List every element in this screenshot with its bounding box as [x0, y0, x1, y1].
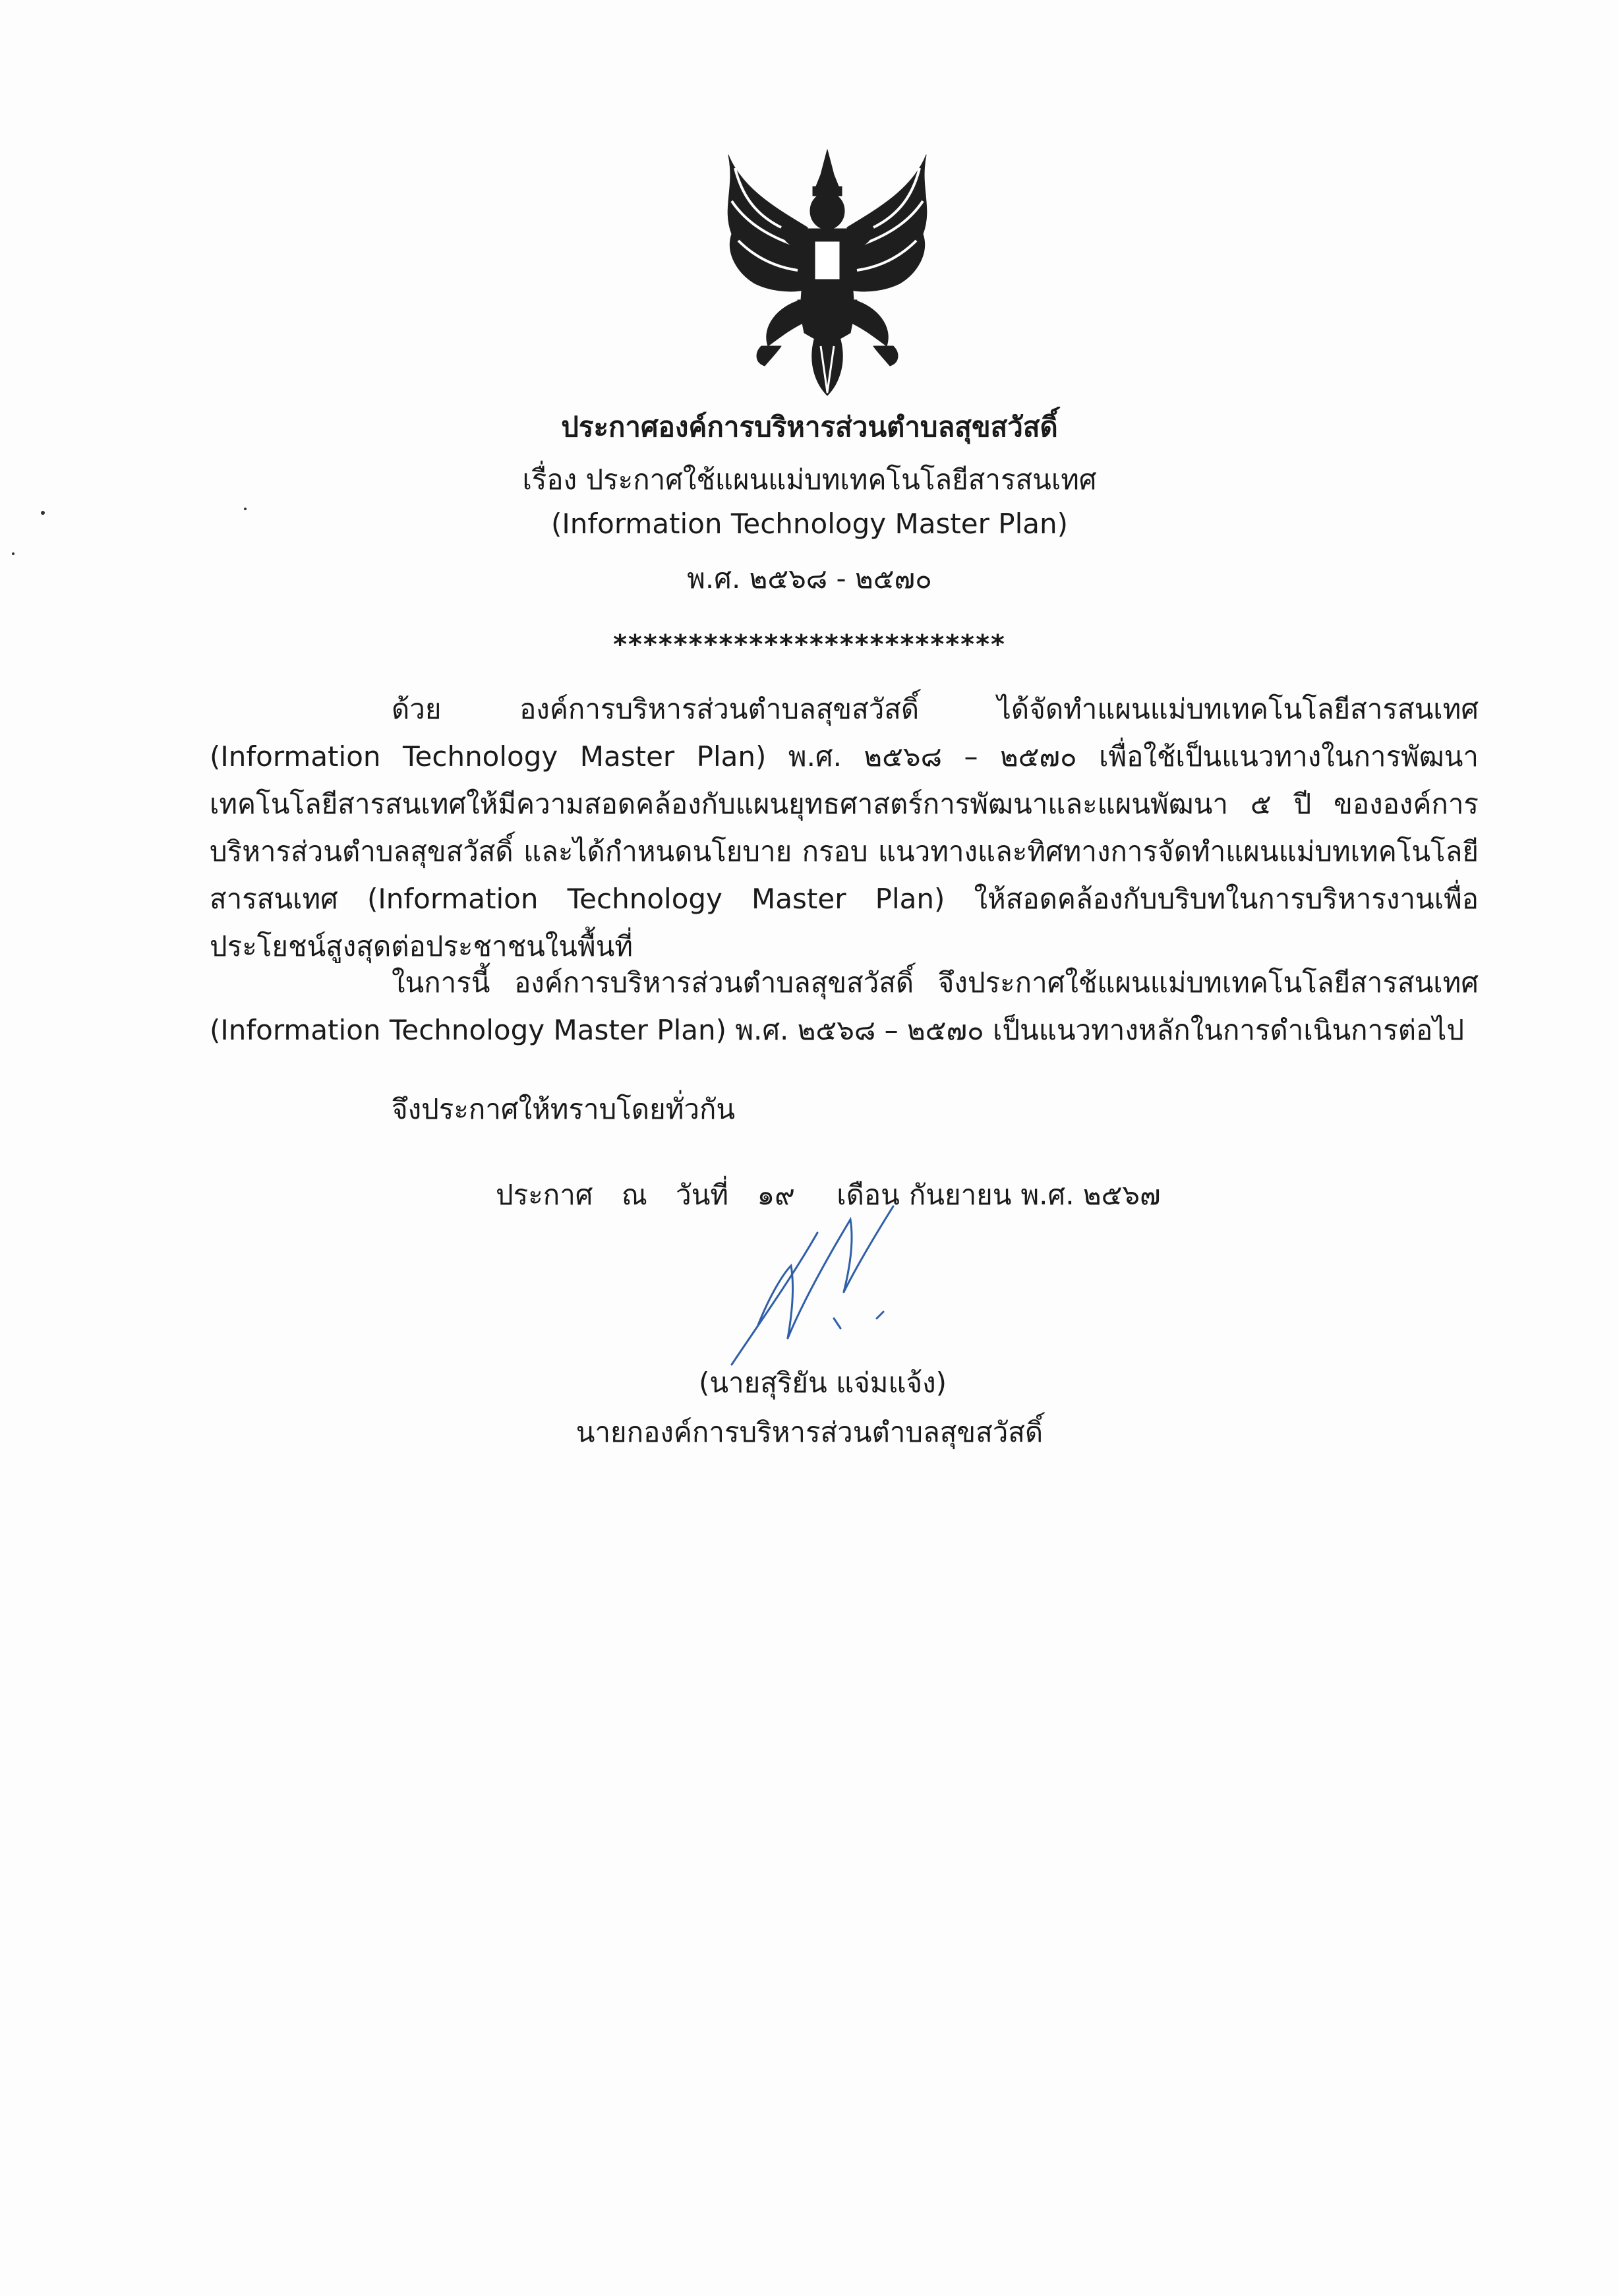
body-paragraph-1-text: ด้วย องค์การบริหารส่วนตำบลสุขสวัสดิ์ ได้จัดทำแผนแม่บทเทคโนโลยีสารสนเทศ (Information Technology Master Plan) พ.ศ. ๒๕๖๘ – ๒๕๗๐ เพื่อใช้เป็นแนวทางในการพัฒนาเทคโนโลยีสารสนเทศให้มีความสอดคล้องกับแผนยุทธศาสตร์การพัฒนาและแผนพัฒนา ๕ ปี ขององค์การบริหารส่วนตำบลสุขสวัสดิ์ และได้กำหนดนโยบาย กรอบ แนวทางและทิศทางการจัดทำแผนแม่บทเทคโนโลยีสารสนเทศ (Information Technology Master Plan) ให้สอดคล้องกับบริบทในการบริหารงานเพื่อประโยชน์สูงสุดต่อประชาชนในพื้นที่ — [210, 693, 1479, 962]
separator-stars: ************************** — [613, 630, 1006, 660]
announcement-title: ประกาศองค์การบริหารส่วนตำบลสุขสวัสดิ์ — [561, 411, 1058, 443]
date-day-label: วันที่ — [676, 1179, 729, 1211]
closing-statement: จึงประกาศให้ทราบโดยทั่วกัน — [392, 1093, 736, 1125]
date-month-label: เดือน — [837, 1179, 900, 1211]
body-paragraph-1 — [210, 686, 1479, 970]
date-prefix: ประกาศ — [496, 1179, 593, 1211]
announcement-subtitle-english: (Information Technology Master Plan) — [551, 508, 1068, 540]
date-at: ณ — [621, 1179, 647, 1211]
scan-speck — [12, 552, 15, 555]
signer-title: นายกองค์การบริหารส่วนตำบลสุขสวัสดิ์ — [575, 1416, 1044, 1448]
announcement-period: พ.ศ. ๒๕๖๘ - ๒๕๗๐ — [687, 562, 932, 595]
announcement-subject: เรื่อง ประกาศใช้แผนแม่บทเทคโนโลยีสารสนเทศ — [522, 463, 1097, 496]
signer-name-text: (นายสุริยัน แจ่มแจ้ง) — [698, 1367, 947, 1399]
signature-icon — [719, 1193, 916, 1371]
date-month: กันยายน — [908, 1179, 1012, 1211]
date-day: ๑๙ — [757, 1179, 795, 1211]
signer-name — [0, 1361, 1619, 1405]
body-paragraph-2 — [210, 959, 1479, 1054]
garuda-emblem-icon — [715, 148, 939, 399]
date-year: พ.ศ. ๒๕๖๗ — [1020, 1179, 1161, 1211]
body-paragraph-2-text: ในการนี้ องค์การบริหารส่วนตำบลสุขสวัสดิ์ จึงประกาศใช้แผนแม่บทเทคโนโลยีสารสนเทศ (Information Technology Master Plan) พ.ศ. ๒๕๖๘ – ๒๕๗๐ เป็นแนวทางหลักในการดำเนินการต่อไป — [210, 966, 1479, 1046]
